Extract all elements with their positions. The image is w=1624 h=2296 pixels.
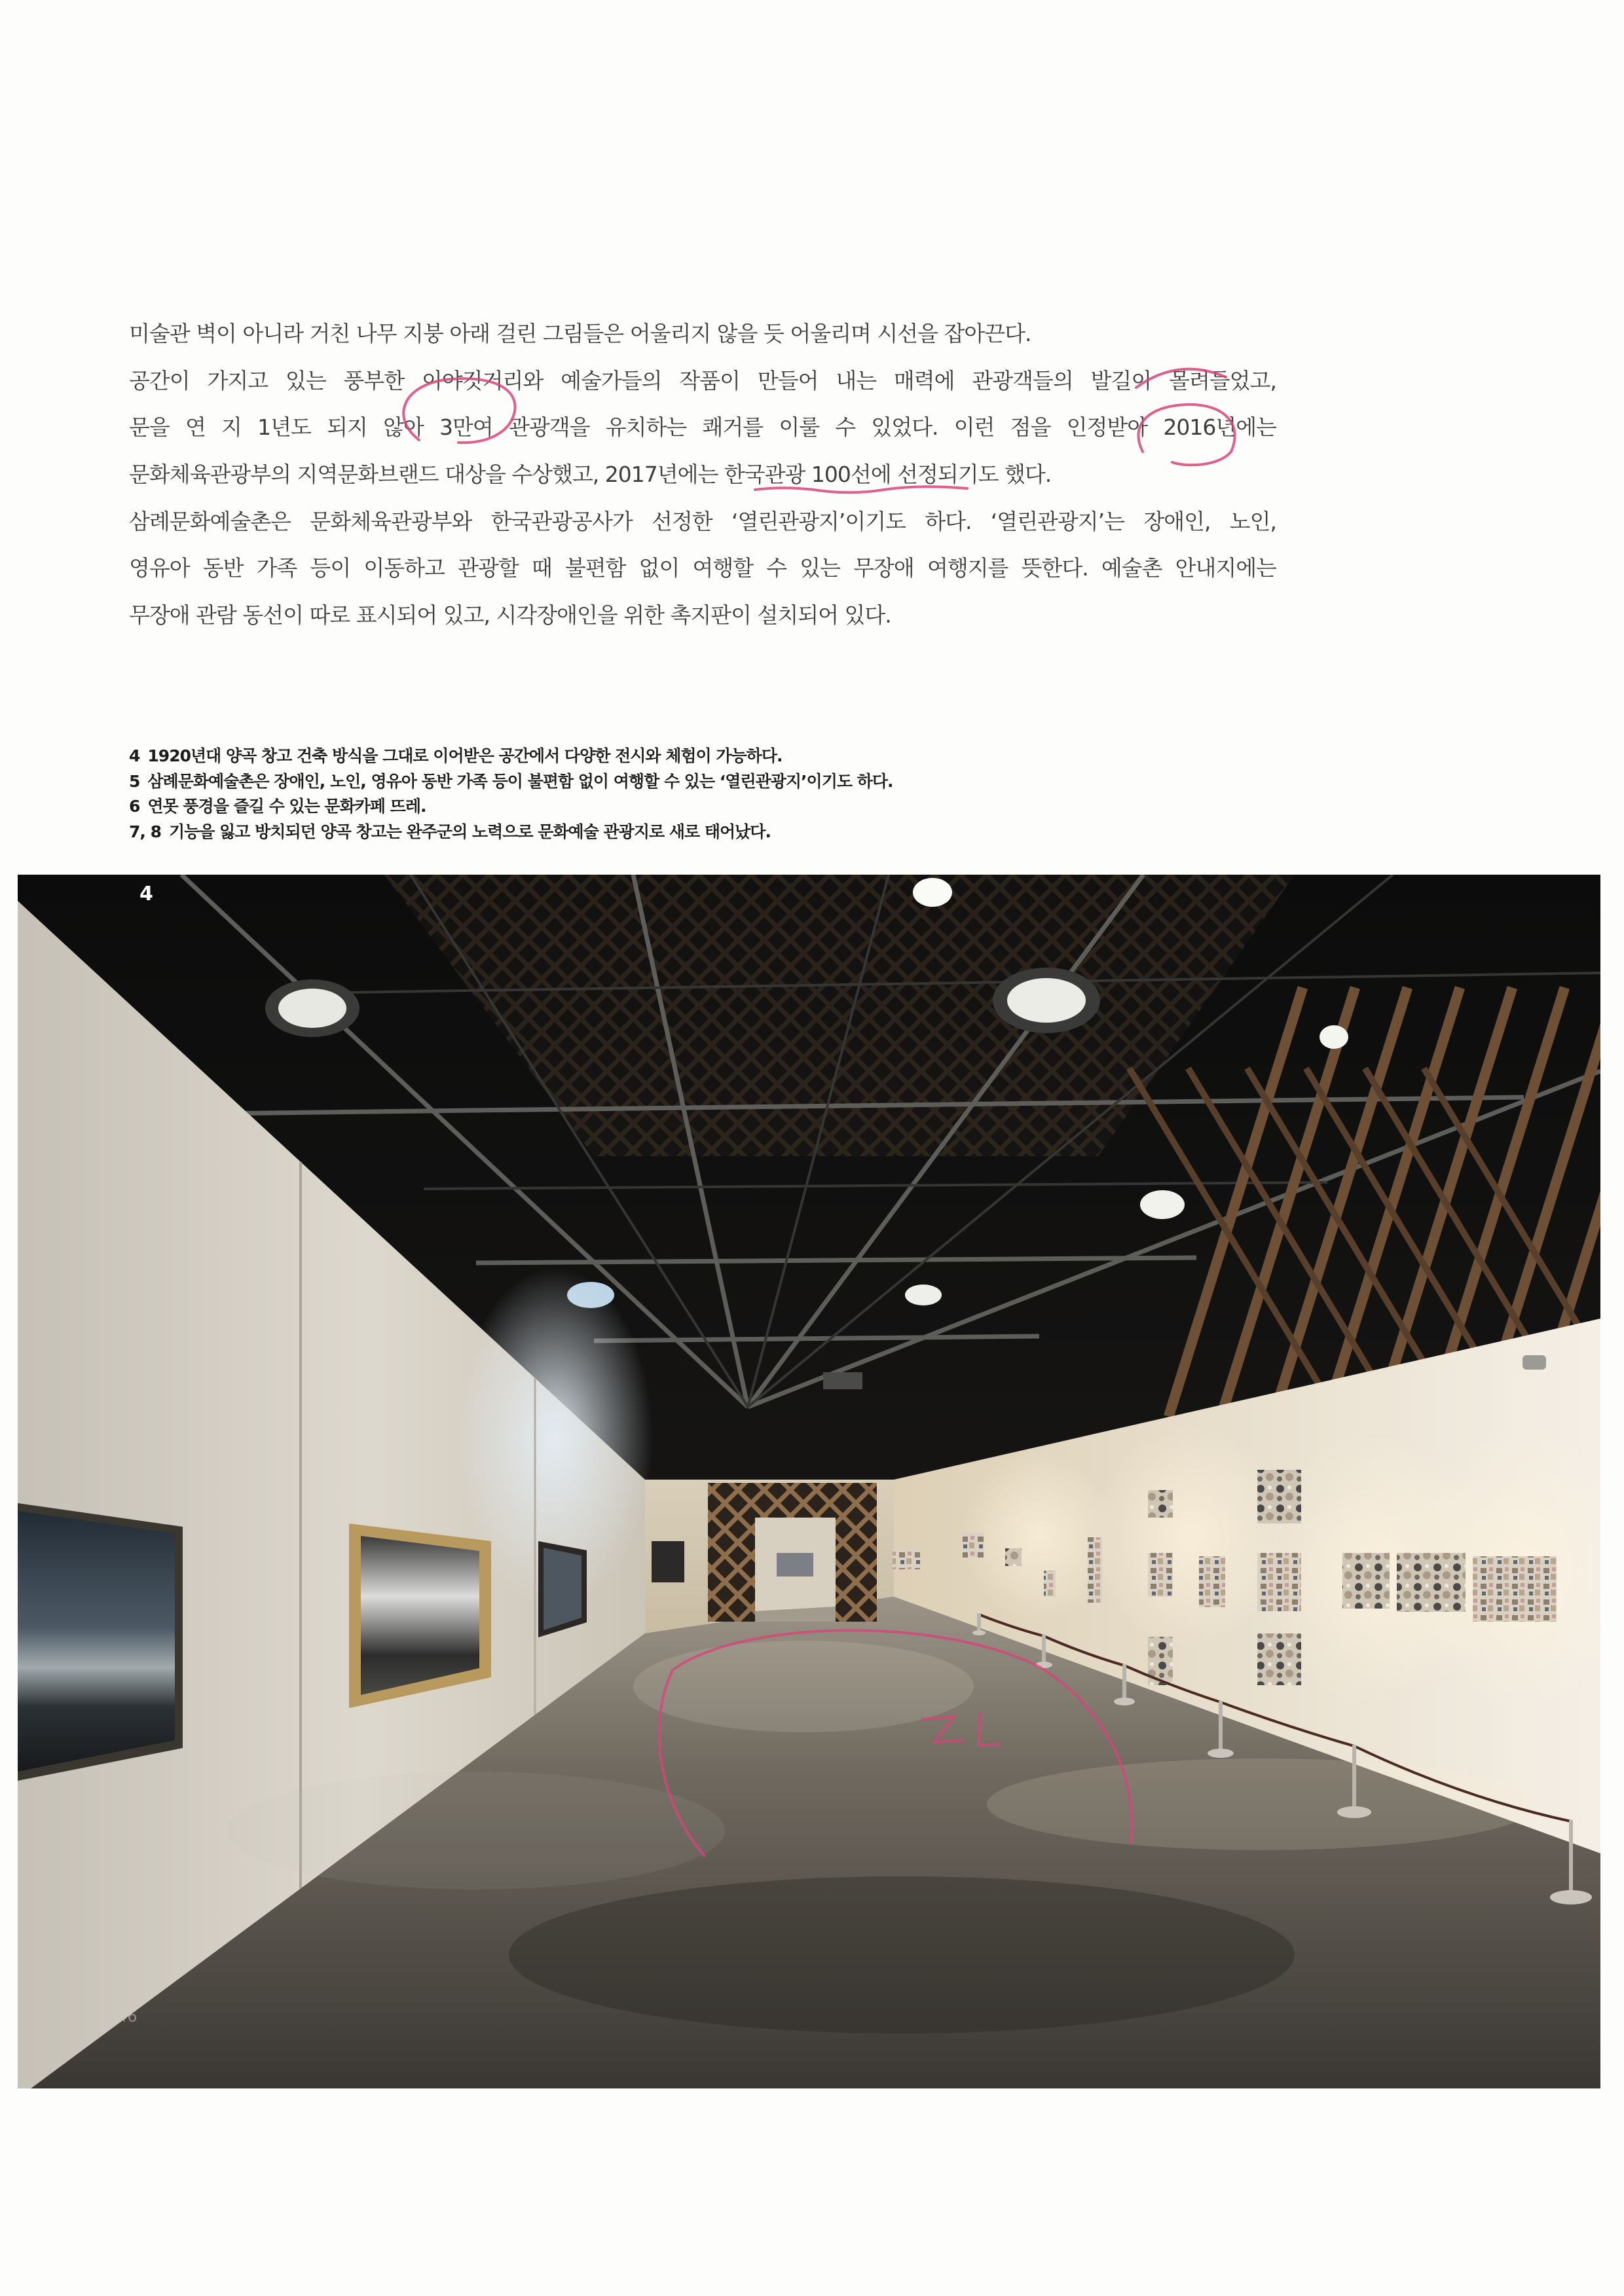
caption-number: 5 <box>129 771 140 791</box>
artwork <box>1199 1556 1225 1607</box>
page-number: 46 <box>117 2007 138 2026</box>
stanchion-base <box>1550 1890 1592 1904</box>
body-text <box>129 310 1276 639</box>
caption-5 <box>129 769 1373 795</box>
caption-text: 연못 풍경을 즐길 수 있는 문화카페 뜨레. <box>147 797 426 816</box>
stanchion-base <box>1337 1806 1371 1818</box>
artwork <box>1257 1553 1301 1611</box>
ceiling-downlight <box>905 1285 942 1305</box>
artwork <box>893 1548 920 1569</box>
stanchion-base <box>1208 1749 1234 1758</box>
caption-number: 7, 8 <box>129 822 161 842</box>
wall-sensor <box>1522 1355 1546 1370</box>
body-line: 미술관 벽이 아니라 거친 나무 지붕 아래 걸린 그림들은 어울리지 않을 듯 어울리며 시선을 잡아끈다. <box>129 321 1031 346</box>
caption-4 <box>129 744 1373 769</box>
caption-6 <box>129 794 1373 820</box>
body-line: 삼례문화예술촌은 문화체육관광부와 한국관광공사가 선정한 ‘열린관광지’이기도 하다. ‘열린관광지’는 장애인, 노인, <box>129 508 1276 534</box>
stanchion-base <box>972 1630 986 1635</box>
caption-number: 6 <box>129 797 140 816</box>
lattice-gate <box>708 1483 877 1622</box>
artwork <box>1397 1553 1466 1612</box>
exhibition-hall-photo <box>18 875 1600 2088</box>
ceiling-downlight <box>1320 1025 1348 1049</box>
body-line: 문화체육관광부의 지역문화브랜드 대상을 수상했고, 2017년에는 한국관광 100선에 선정되기도 했다. <box>129 462 1052 488</box>
artwork <box>1044 1571 1056 1597</box>
ceiling-downlight <box>265 979 360 1037</box>
artwork <box>1257 1633 1301 1685</box>
ceiling-vent <box>823 1372 862 1389</box>
caption-7-8 <box>129 820 1373 845</box>
body-line: 문을 연 지 1년도 되지 않아 3만여 관광객을 유치하는 쾌거를 이룰 수 있었다. 이런 점을 인정받아 2016년에는 <box>129 414 1276 441</box>
painting-gold-frame <box>349 1523 491 1708</box>
artwork <box>1148 1490 1173 1518</box>
body-line: 공간이 가지고 있는 풍부한 이야깃거리와 예술가들의 작품이 만들어 내는 매력에 관광객들의 발길이 몰려들었고, <box>129 367 1276 393</box>
body-line: 무장애 관람 동선이 따로 표시되어 있고, 시각장애인을 위한 촉지판이 설치되어 있다. <box>129 602 891 629</box>
body-line: 영유아 동반 가족 등이 이동하고 관광할 때 불편함 없이 여행할 수 있는 무장애 여행지를 뜻한다. 예술촌 안내지에는 <box>129 555 1276 581</box>
artwork <box>1088 1537 1102 1603</box>
photo-number-label: 4 <box>139 883 153 905</box>
artwork <box>1342 1553 1390 1609</box>
painting-stormy-sea <box>18 1503 183 1781</box>
artwork <box>1473 1556 1557 1622</box>
stanchion-base <box>1114 1698 1135 1705</box>
painting-far-wall <box>777 1553 813 1576</box>
painting-small-dark <box>538 1541 587 1637</box>
artwork <box>1148 1553 1173 1597</box>
artwork <box>963 1533 984 1558</box>
caption-text: 삼례문화예술촌은 장애인, 노인, 영유아 동반 가족 등이 불편함 없이 여행할 수 있는 ‘열린관광지’이기도 하다. <box>147 771 893 791</box>
exhibition-hall-illustration <box>18 875 1600 2088</box>
ceiling-downlight <box>1140 1190 1185 1219</box>
artwork <box>1005 1548 1022 1566</box>
ceiling-downlight <box>913 878 952 907</box>
caption-text: 1920년대 양곡 창고 건축 방식을 그대로 이어받은 공간에서 다양한 전시와 체험이 가능하다. <box>147 746 783 765</box>
painting-back-wall <box>652 1541 684 1582</box>
caption-number: 4 <box>129 746 140 765</box>
caption-text: 기능을 잃고 방치되던 양곡 창고는 완주군의 노력으로 문화예술 관광지로 새로 태어났다. <box>169 822 771 842</box>
photo-captions <box>129 744 1373 845</box>
artwork <box>1257 1470 1301 1523</box>
ceiling-downlight <box>993 968 1100 1033</box>
